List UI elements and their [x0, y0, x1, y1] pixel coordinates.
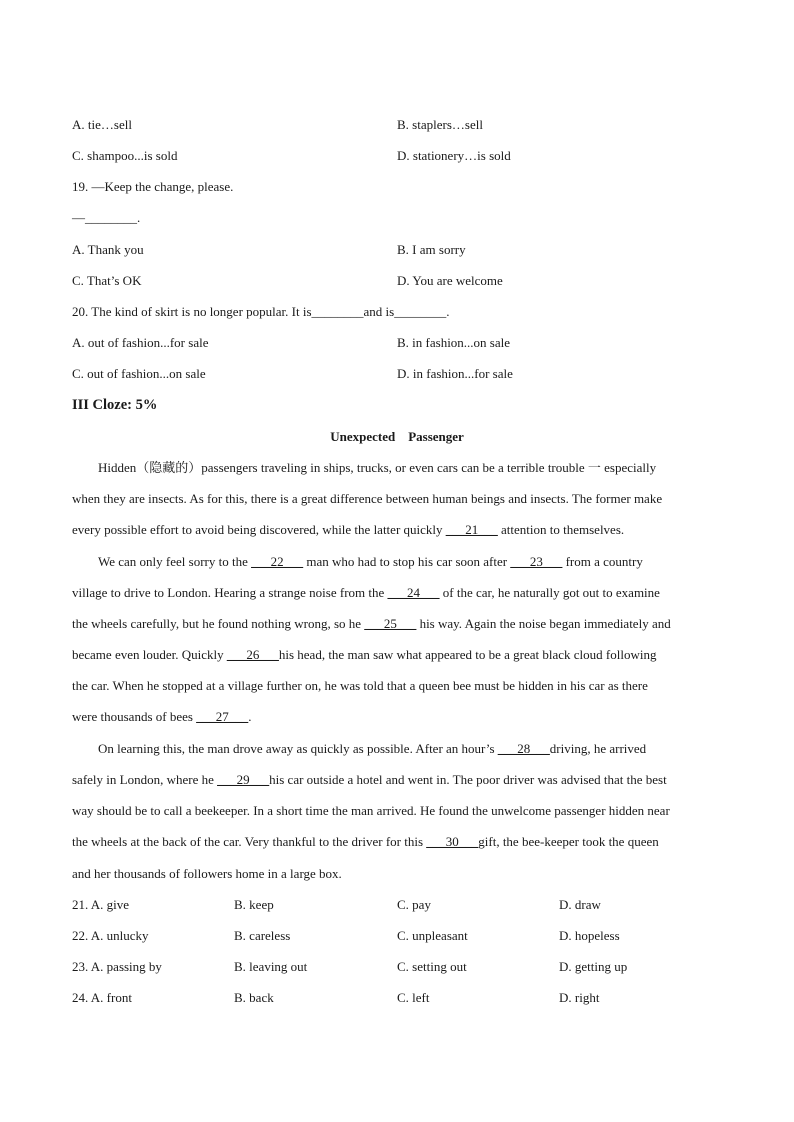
passage-line [98, 554, 643, 570]
cloze-blank-26: ___26___ [226, 647, 279, 662]
q19-option-a: A. Thank you [72, 242, 144, 257]
cloze-blank-23: ___23___ [510, 554, 563, 569]
passage-text: his way. Again the noise began immediately and [416, 616, 671, 631]
passage-line: when they are insects. As for this, there is a great difference between human beings and insects. The former make [72, 491, 663, 506]
passage-text: attention to themselves. [497, 522, 625, 537]
passage-text: every possible effort to avoid being discovered, while the latter quickly [72, 522, 446, 537]
passage-line [72, 709, 251, 725]
q22-option-a: 22. A. unlucky [72, 928, 149, 943]
q23-option-c: C. setting out [397, 959, 467, 974]
passage-line: way should be to call a beekeeper. In a short time the man arrived. He found the unwelcome passenger hidden near [72, 803, 670, 818]
passage-text: On learning this, the man drove away as quickly as possible. After an hour’s [98, 741, 498, 756]
passage-text: from a country [562, 554, 643, 569]
q21-option-a: 21. A. give [72, 897, 130, 912]
passage-text: village to drive to London. Hearing a strange noise from the [72, 585, 388, 600]
q24-option-c: C. left [397, 990, 430, 1005]
q22-option-d: D. hopeless [559, 928, 620, 943]
section-heading: III Cloze: 5% [72, 397, 158, 413]
q18-option-c: C. shampoo...is sold [72, 148, 178, 163]
passage-text: became even louder. Quickly [72, 647, 227, 662]
passage-text: safely in London, where he [72, 772, 218, 787]
cloze-blank-24: ___24___ [387, 585, 440, 600]
q23-option-b: B. leaving out [234, 959, 308, 974]
passage-line [72, 647, 656, 663]
cloze-blank-27: ___27___ [196, 709, 249, 724]
cloze-blank-30: ___30___ [426, 834, 479, 849]
passage-text: of the car, he naturally got out to examine [439, 585, 660, 600]
passage-line [98, 741, 646, 757]
q18-option-a: A. tie…sell [72, 117, 132, 132]
passage-text: gift, the bee-keeper took the queen [478, 834, 659, 849]
passage-line [72, 616, 671, 632]
passage-line [72, 522, 624, 538]
passage-text: driving, he arrived [549, 741, 647, 756]
q19-option-b: B. I am sorry [397, 242, 466, 257]
q18-option-b: B. staplers…sell [397, 117, 483, 132]
passage-title: Unexpected Passenger [330, 429, 464, 444]
q20-stem: 20. The kind of skirt is no longer popular. It is________and is________. [72, 304, 450, 319]
q20-option-a: A. out of fashion...for sale [72, 335, 209, 350]
q21-option-d: D. draw [559, 897, 601, 912]
q24-option-d: D. right [559, 990, 600, 1005]
q19-response-blank: —________. [72, 210, 141, 225]
passage-line [72, 834, 659, 850]
cloze-blank-29: ___29___ [217, 772, 270, 787]
q23-option-d: D. getting up [559, 959, 628, 974]
passage-text: . [248, 709, 252, 724]
cloze-blank-22: ___22___ [251, 554, 304, 569]
passage-text: were thousands of bees [72, 709, 197, 724]
q19-option-d: D. You are welcome [397, 273, 503, 288]
cloze-blank-25: ___25___ [364, 616, 417, 631]
passage-text: We can only feel sorry to the [98, 554, 252, 569]
passage-text: the wheels at the back of the car. Very thankful to the driver for this [72, 834, 427, 849]
q20-option-d: D. in fashion...for sale [397, 366, 513, 381]
q21-option-c: C. pay [397, 897, 431, 912]
cloze-blank-28: ___28___ [497, 741, 550, 756]
q20-option-b: B. in fashion...on sale [397, 335, 511, 350]
passage-text: his head, the man saw what appeared to be a great black cloud following [278, 647, 657, 662]
q19-stem: 19. —Keep the change, please. [72, 179, 234, 194]
q24-option-b: B. back [234, 990, 274, 1005]
q22-option-c: C. unpleasant [397, 928, 468, 943]
passage-text: the wheels carefully, but he found nothing wrong, so he [72, 616, 365, 631]
q18-option-d: D. stationery…is sold [397, 148, 511, 163]
passage-text: man who had to stop his car soon after [303, 554, 511, 569]
passage-line [72, 585, 660, 601]
cloze-blank-21: ___21___ [445, 522, 498, 537]
passage-line: Hidden（隐藏的）passengers traveling in ships, trucks, or even cars can be a terrible trouble 一 especially [98, 460, 657, 475]
q22-option-b: B. careless [234, 928, 291, 943]
q23-option-a: 23. A. passing by [72, 959, 162, 974]
q24-option-a: 24. A. front [72, 990, 132, 1005]
passage-line: the car. When he stopped at a village further on, he was told that a queen bee must be hidden in his car as there [72, 678, 648, 693]
passage-text: his car outside a hotel and went in. The poor driver was advised that the best [269, 772, 667, 787]
passage-line: and her thousands of followers home in a large box. [72, 866, 342, 881]
q21-option-b: B. keep [234, 897, 274, 912]
q20-option-c: C. out of fashion...on sale [72, 366, 206, 381]
passage-line [72, 772, 667, 788]
q19-option-c: C. That’s OK [72, 273, 142, 288]
